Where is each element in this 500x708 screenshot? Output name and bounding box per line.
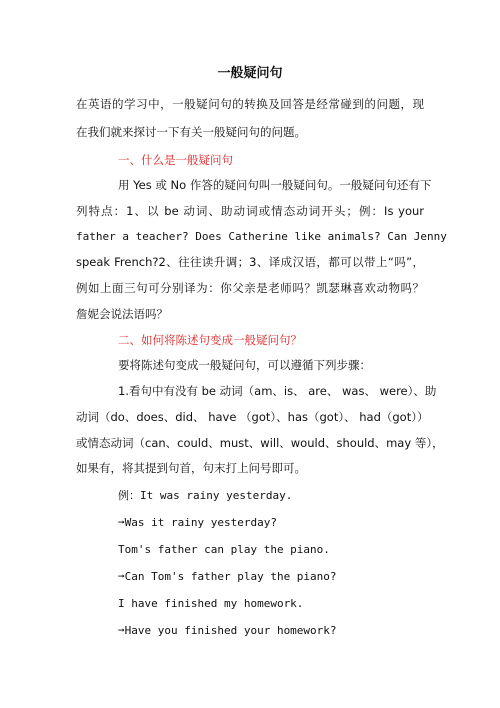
paragraph-line: 詹妮会说法语吗？ — [76, 307, 168, 321]
example-line: ➞Have you finished your homework? — [118, 624, 337, 637]
example-line: ➞Was it rainy yesterday? — [118, 516, 277, 529]
paragraph-line: 在英语的学习中，一般疑问句的转换及回答是经常碰到的问题，现 — [76, 97, 424, 111]
paragraph-line: 或情态动词（can、could、must、will、would、should、may 等）， — [76, 436, 444, 450]
paragraph-line: 动词（do、does、did、 have （got）、has（got）、 had（got）） — [76, 410, 429, 424]
paragraph-line: 例如上面三句可分别译为：你父亲是老师吗？凯瑟琳喜欢动物吗？ — [76, 281, 424, 295]
paragraph-line: 列特点：1、以 be 动词、助动词或情态动词开头；例：Is your — [76, 204, 424, 218]
paragraph-line: 1.看句中有没有 be 动词（am、is、 are、 was、 were）、助 — [118, 384, 437, 398]
paragraph-line: 在我们就来探讨一下有关一般疑问句的问题。 — [76, 125, 306, 139]
example-line: Tom's father can play the piano. — [118, 543, 330, 556]
section-heading-2: 二、如何将陈述句变成一般疑问句？ — [118, 333, 302, 347]
paragraph-line: 如果有，将其提到句首，句末打上问号即可。 — [76, 461, 306, 475]
document-title: 一般疑问句 — [217, 66, 283, 81]
example-line: ➞Can Tom's father play the piano? — [118, 570, 337, 583]
example-line: I have finished my homework. — [118, 597, 304, 610]
paragraph-line: speak French?2、往往读升调；3、译成汉语，都可以带上“吗”， — [76, 255, 424, 269]
paragraph-line: 用 Yes 或 No 作答的疑问句叫一般疑问句。一般疑问句还有下 — [118, 178, 432, 192]
section-heading-1: 一、什么是一般疑问句 — [118, 153, 233, 167]
example-line: 例：It was rainy yesterday. — [118, 489, 293, 502]
paragraph-line: 要将陈述句变成一般疑问句，可以遵循下列步骤： — [118, 358, 371, 372]
paragraph-line: father a teacher? Does Catherine like animals? Can Jenny — [76, 230, 447, 243]
